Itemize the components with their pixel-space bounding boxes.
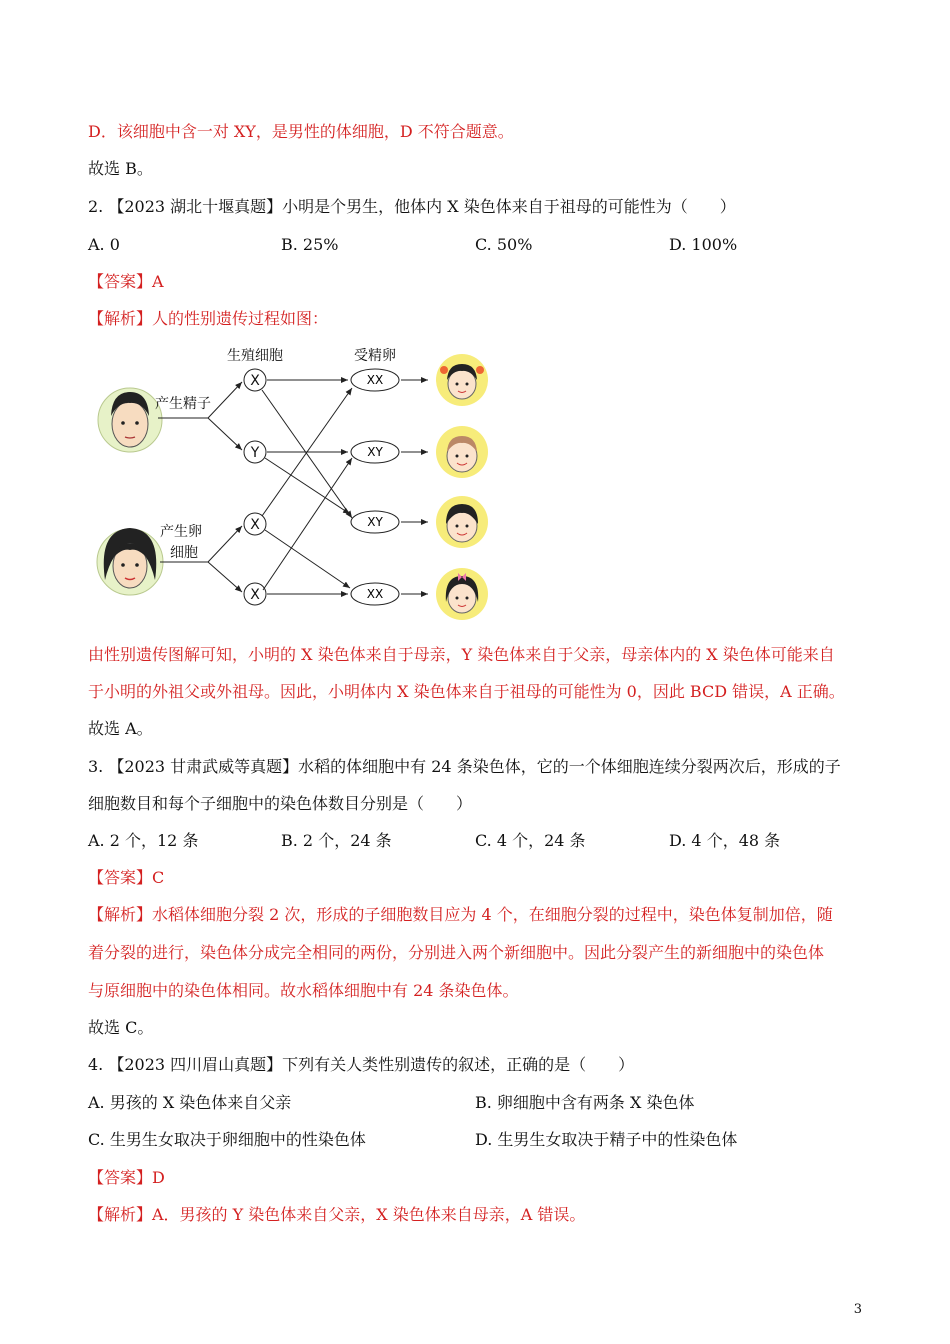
q2-option-c: C. 50% — [475, 235, 533, 254]
q2-option-b: B. 25% — [281, 235, 339, 254]
father-face-icon — [98, 388, 162, 452]
mother-face-icon — [97, 528, 163, 595]
q4-option-a: A. 男孩的 X 染色体来自父亲 — [88, 1093, 292, 1112]
egg-x-2 — [244, 583, 266, 605]
q2-conclusion: 故选 A。 — [88, 719, 153, 738]
q1-conclusion: 故选 B。 — [88, 159, 153, 178]
q4-option-b: B. 卵细胞中含有两条 X 染色体 — [475, 1093, 695, 1112]
svg-text:X: X — [250, 373, 260, 389]
zygote-xx-2 — [351, 583, 399, 605]
q2-analysis-line2: 于小明的外祖父或外祖母。因此，小明体内 X 染色体来自于祖母的可能性为 0，因此 BCD 错误，A 正确。 — [88, 682, 845, 701]
q4-stem: 4. 【2023 四川眉山真题】下列有关人类性别遗传的叙述，正确的是（ ） — [88, 1055, 635, 1074]
q3-answer: 【答案】C — [88, 868, 165, 887]
q3-analysis-line1: 【解析】水稻体细胞分裂 2 次，形成的子细胞数目应为 4 个，在细胞分裂的过程中，染色体复制加倍，随 — [88, 905, 833, 924]
q1-option-d-explanation: D．该细胞中含一对 XY，是男性的体细胞，D 不符合题意。 — [88, 122, 514, 141]
svg-text:XY: XY — [367, 445, 383, 459]
svg-text:X: X — [250, 587, 260, 603]
q2-stem: 2. 【2023 湖北十堰真题】小明是个男生，他体内 X 染色体来自于祖母的可能性为（ ） — [88, 197, 736, 216]
q4-analysis-line1: 【解析】A．男孩的 Y 染色体来自父亲，X 染色体来自母亲，A 错误。 — [88, 1205, 586, 1224]
mother-label-1: 产生卵 — [160, 524, 202, 540]
q2-analysis-intro: 【解析】人的性别遗传过程如图： — [88, 309, 329, 328]
boy-face-icon-2 — [436, 496, 488, 548]
q4-option-d: D. 生男生女取决于精子中的性染色体 — [475, 1130, 738, 1149]
zygote-xy-1 — [351, 441, 399, 463]
q3-stem-line2: 细胞数目和每个子细胞中的染色体数目分别是（ ） — [88, 794, 473, 813]
q4-option-c: C. 生男生女取决于卵细胞中的性染色体 — [88, 1130, 366, 1149]
father-label: 产生精子 — [155, 396, 211, 412]
sperm-y — [244, 441, 266, 463]
q3-option-c: C. 4 个，24 条 — [475, 831, 586, 850]
svg-text:XX: XX — [366, 373, 384, 387]
q3-option-d: D. 4 个，48 条 — [669, 831, 781, 850]
q2-analysis-line1: 由性别遗传图解可知，小明的 X 染色体来自于母亲，Y 染色体来自于父亲，母亲体内的 X 染色体可能来自 — [88, 645, 835, 664]
q2-option-a: A. 0 — [88, 235, 120, 254]
boy-face-icon — [436, 426, 488, 478]
q2-option-d: D. 100% — [669, 235, 738, 254]
gamete-header: 生殖细胞 — [227, 348, 283, 364]
mother-label-2: 细胞 — [170, 545, 198, 561]
q3-option-a: A. 2 个，12 条 — [88, 831, 199, 850]
svg-text:XX: XX — [366, 587, 384, 601]
sex-inheritance-diagram — [90, 340, 510, 630]
q3-conclusion: 故选 C。 — [88, 1018, 154, 1037]
q3-analysis-line3: 与原细胞中的染色体相同。故水稻体细胞中有 24 条染色体。 — [88, 981, 519, 1000]
q2-answer: 【答案】A — [88, 272, 164, 291]
sperm-x — [244, 369, 266, 391]
page-number: 3 — [853, 1302, 862, 1317]
q3-analysis-line2: 着分裂的进行，染色体分成完全相同的两份，分别进入两个新细胞中。因此分裂产生的新细胞中的染色体 — [88, 943, 825, 962]
q4-answer: 【答案】D — [88, 1168, 165, 1187]
svg-text:XY: XY — [367, 515, 383, 529]
svg-text:Y: Y — [250, 445, 260, 461]
girl-face-icon — [436, 354, 488, 406]
zygote-xy-2 — [351, 511, 399, 533]
zygote-xx-1 — [351, 369, 399, 391]
q3-option-b: B. 2 个，24 条 — [281, 831, 392, 850]
svg-text:X: X — [250, 517, 260, 533]
girl-face-icon-2 — [436, 568, 488, 620]
egg-x-1 — [244, 513, 266, 535]
zygote-header: 受精卵 — [354, 348, 396, 364]
q3-stem-line1: 3. 【2023 甘肃武威等真题】水稻的体细胞中有 24 条染色体，它的一个体细胞连续分裂两次后，形成的子 — [88, 757, 841, 776]
